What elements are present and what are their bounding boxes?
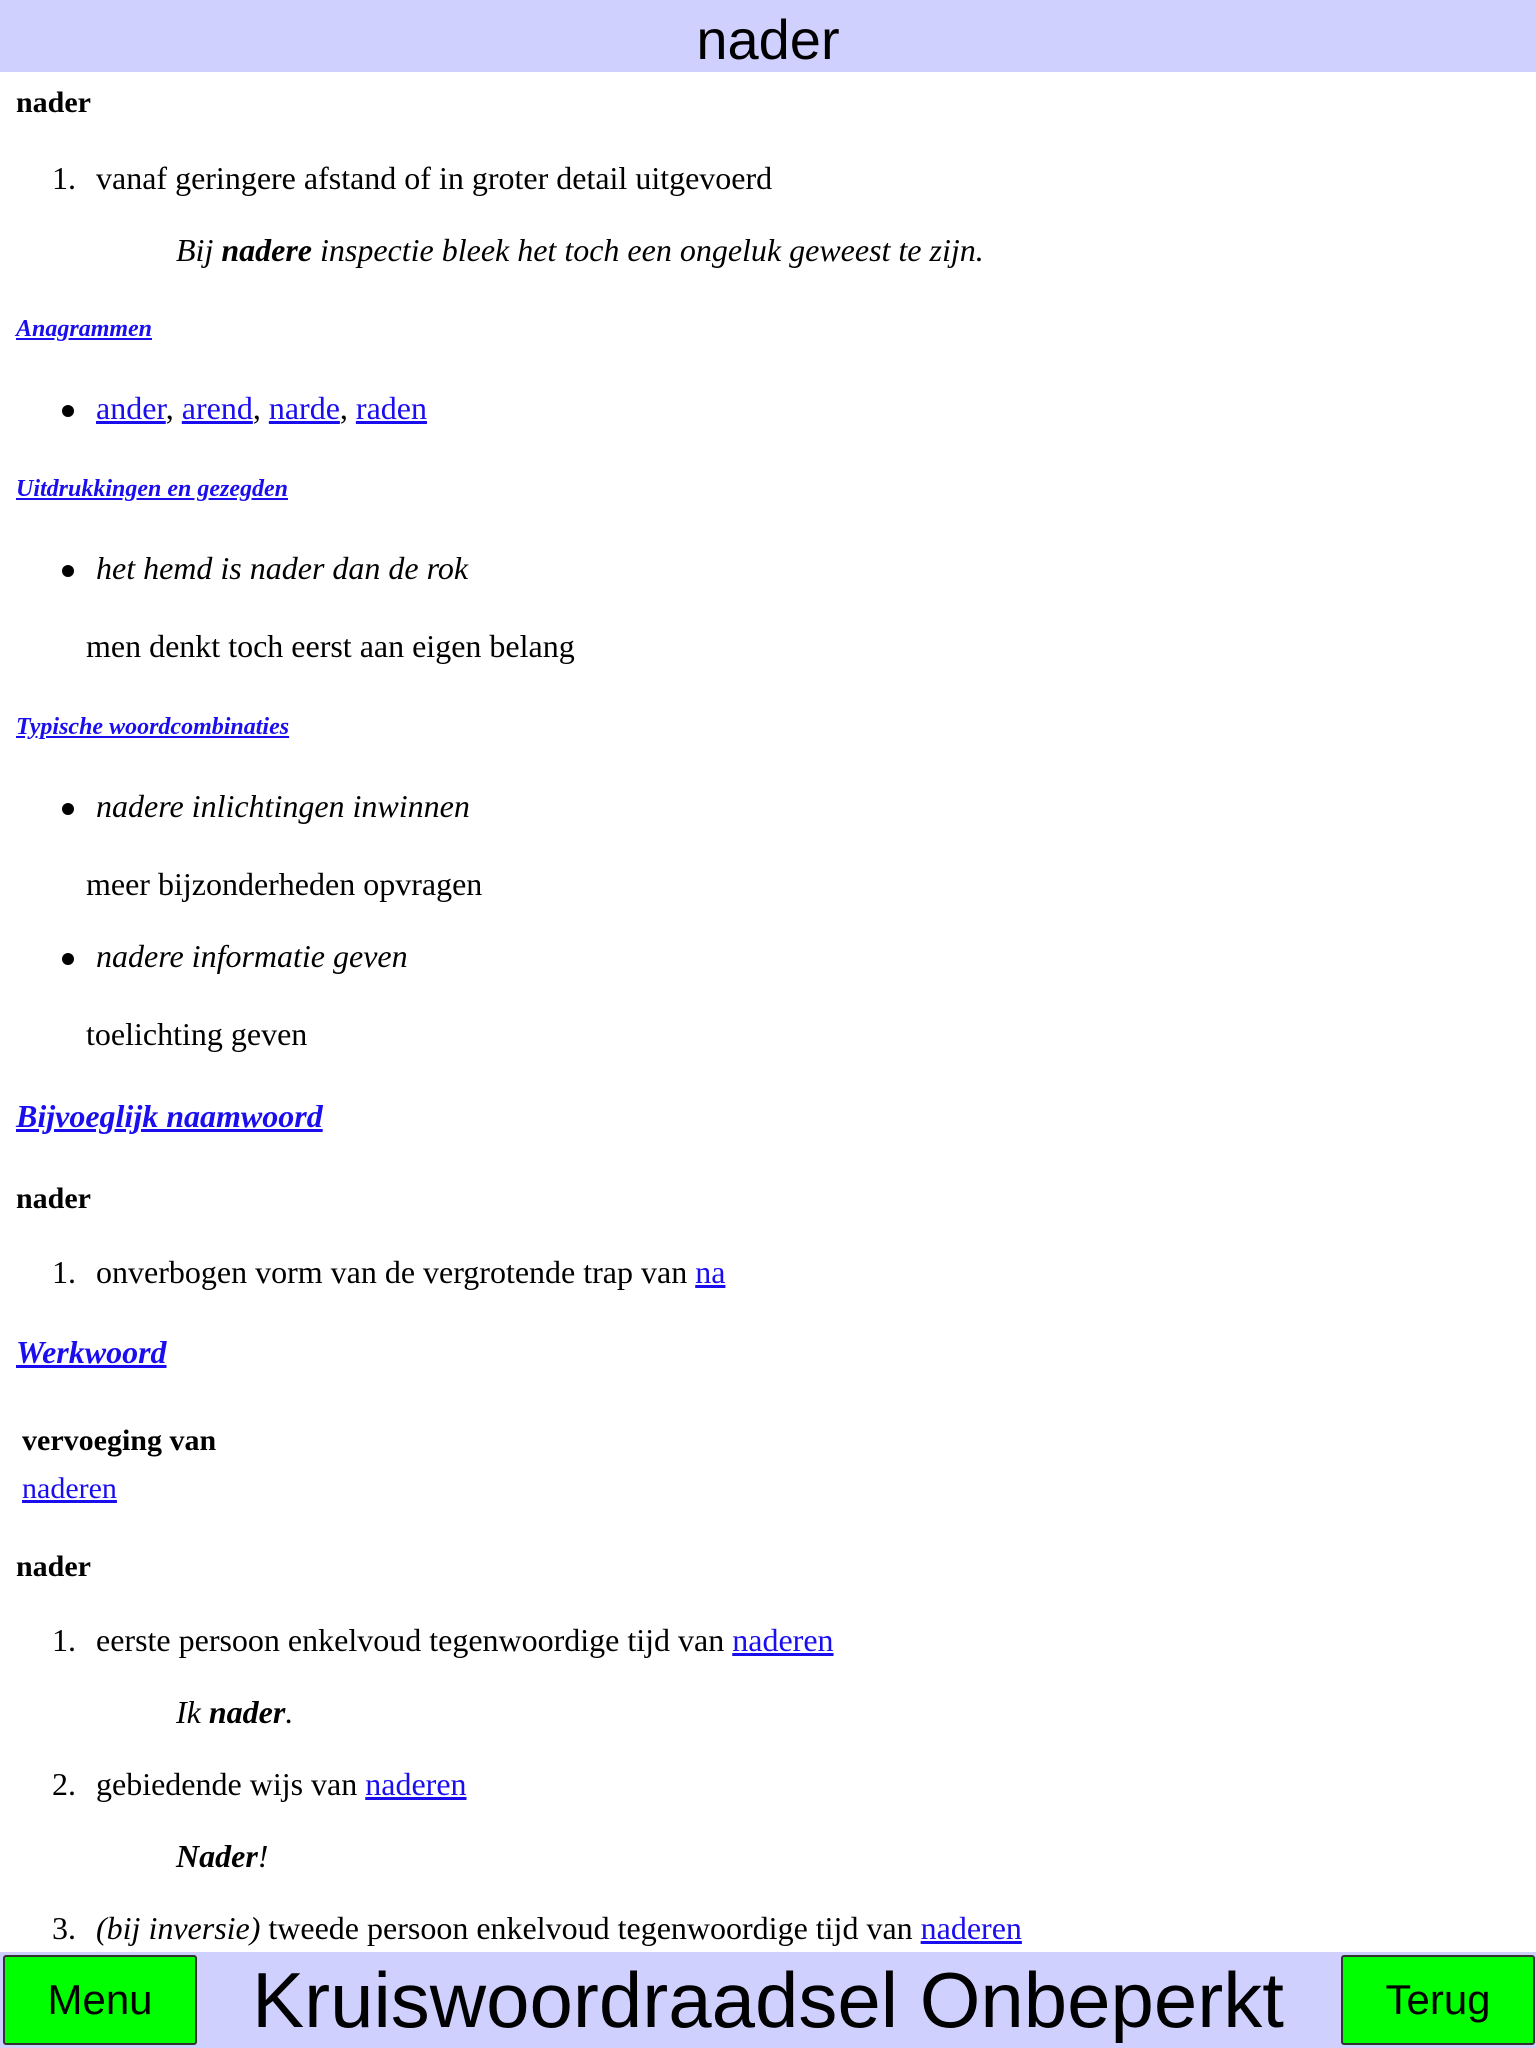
example-text: inspectie bleek het toch een ongeluk geweest te zijn. [311,232,984,268]
example-sentence [176,1694,293,1731]
headword: nader [16,1550,91,1583]
definition-text: vanaf geringere afstand of in groter detail uitgevoerd [96,160,773,196]
definition-number: 2. [52,1766,76,1802]
word-combination-meaning: toelichting geven [86,1016,308,1052]
example-text: Ik [176,1694,209,1730]
conjugation-label: vervoeging van [22,1424,217,1457]
anagram-list [96,390,427,427]
anagram-link[interactable]: raden [355,390,427,426]
separator: , [252,390,261,426]
definition-text [96,1622,834,1659]
section-heading-uitdrukkingen[interactable]: Uitdrukkingen en gezegden [16,476,289,502]
separator: , [165,390,174,426]
example-keyword: Nader [176,1838,258,1874]
anagram-link[interactable]: narde [268,390,340,426]
example-text: ! [257,1838,269,1874]
word-link-naderen[interactable]: naderen [732,1622,834,1658]
page-title: nader [696,8,840,71]
definition-number: 1. [52,1254,76,1290]
anagram-link[interactable]: arend [181,390,253,426]
bullet [62,953,74,965]
section-heading-werkwoord[interactable]: Werkwoord [16,1334,167,1370]
word-link-na[interactable]: na [695,1254,726,1290]
anagram-link[interactable]: ander [96,390,166,426]
definition-number: 1. [52,160,76,196]
definition-text [96,1254,725,1291]
example-sentence [176,1838,268,1875]
definition-body: gebiedende wijs van [96,1766,366,1802]
example-keyword: nader [208,1694,286,1730]
definition-body: eerste persoon enkelvoud tegenwoordige tijd van [96,1622,733,1658]
section-heading-typische[interactable]: Typische woordcombinaties [16,714,290,740]
definition-body: onverbogen vorm van de vergrotende trap van [96,1254,696,1290]
definition-body: tweede persoon enkelvoud tegenwoordige tijd van [260,1910,921,1946]
separator: , [339,390,348,426]
definition-text [96,1766,467,1803]
word-combination-meaning: meer bijzonderheden opvragen [86,866,483,902]
word-link-naderen[interactable]: naderen [365,1766,467,1802]
example-text: . [285,1694,294,1730]
app-title: Kruiswoordraadsel Onbeperkt [252,1956,1284,2044]
footer-bar [0,1952,1536,2048]
definition-number: 3. [52,1910,76,1946]
bullet [62,565,74,577]
bullet [62,405,74,417]
expression-meaning: men denkt toch eerst aan eigen belang [86,628,575,664]
section-heading-bijvoeglijk[interactable]: Bijvoeglijk naamwoord [16,1098,323,1134]
section-heading-anagrammen[interactable]: Anagrammen [16,316,153,342]
definition-number: 1. [52,1622,76,1658]
headword: nader [16,1182,91,1215]
word-link-naderen[interactable]: naderen [920,1910,1022,1946]
headword: nader [16,86,91,119]
word-combination: nadere inlichtingen inwinnen [96,788,470,824]
header-bar [0,0,1536,72]
expression: het hemd is nader dan de rok [96,550,469,586]
example-sentence [176,232,984,269]
back-button[interactable]: Terug [1341,1955,1535,2045]
example-text: Bij [176,232,222,268]
usage-note: (bij inversie) [96,1910,261,1946]
content-area[interactable] [0,72,1536,1952]
example-keyword: nadere [221,232,312,268]
word-combination: nadere informatie geven [96,938,408,974]
bullet [62,803,74,815]
menu-button[interactable]: Menu [3,1955,197,2045]
conjugation-link[interactable]: naderen [22,1472,117,1505]
definition-text [96,1910,1022,1947]
